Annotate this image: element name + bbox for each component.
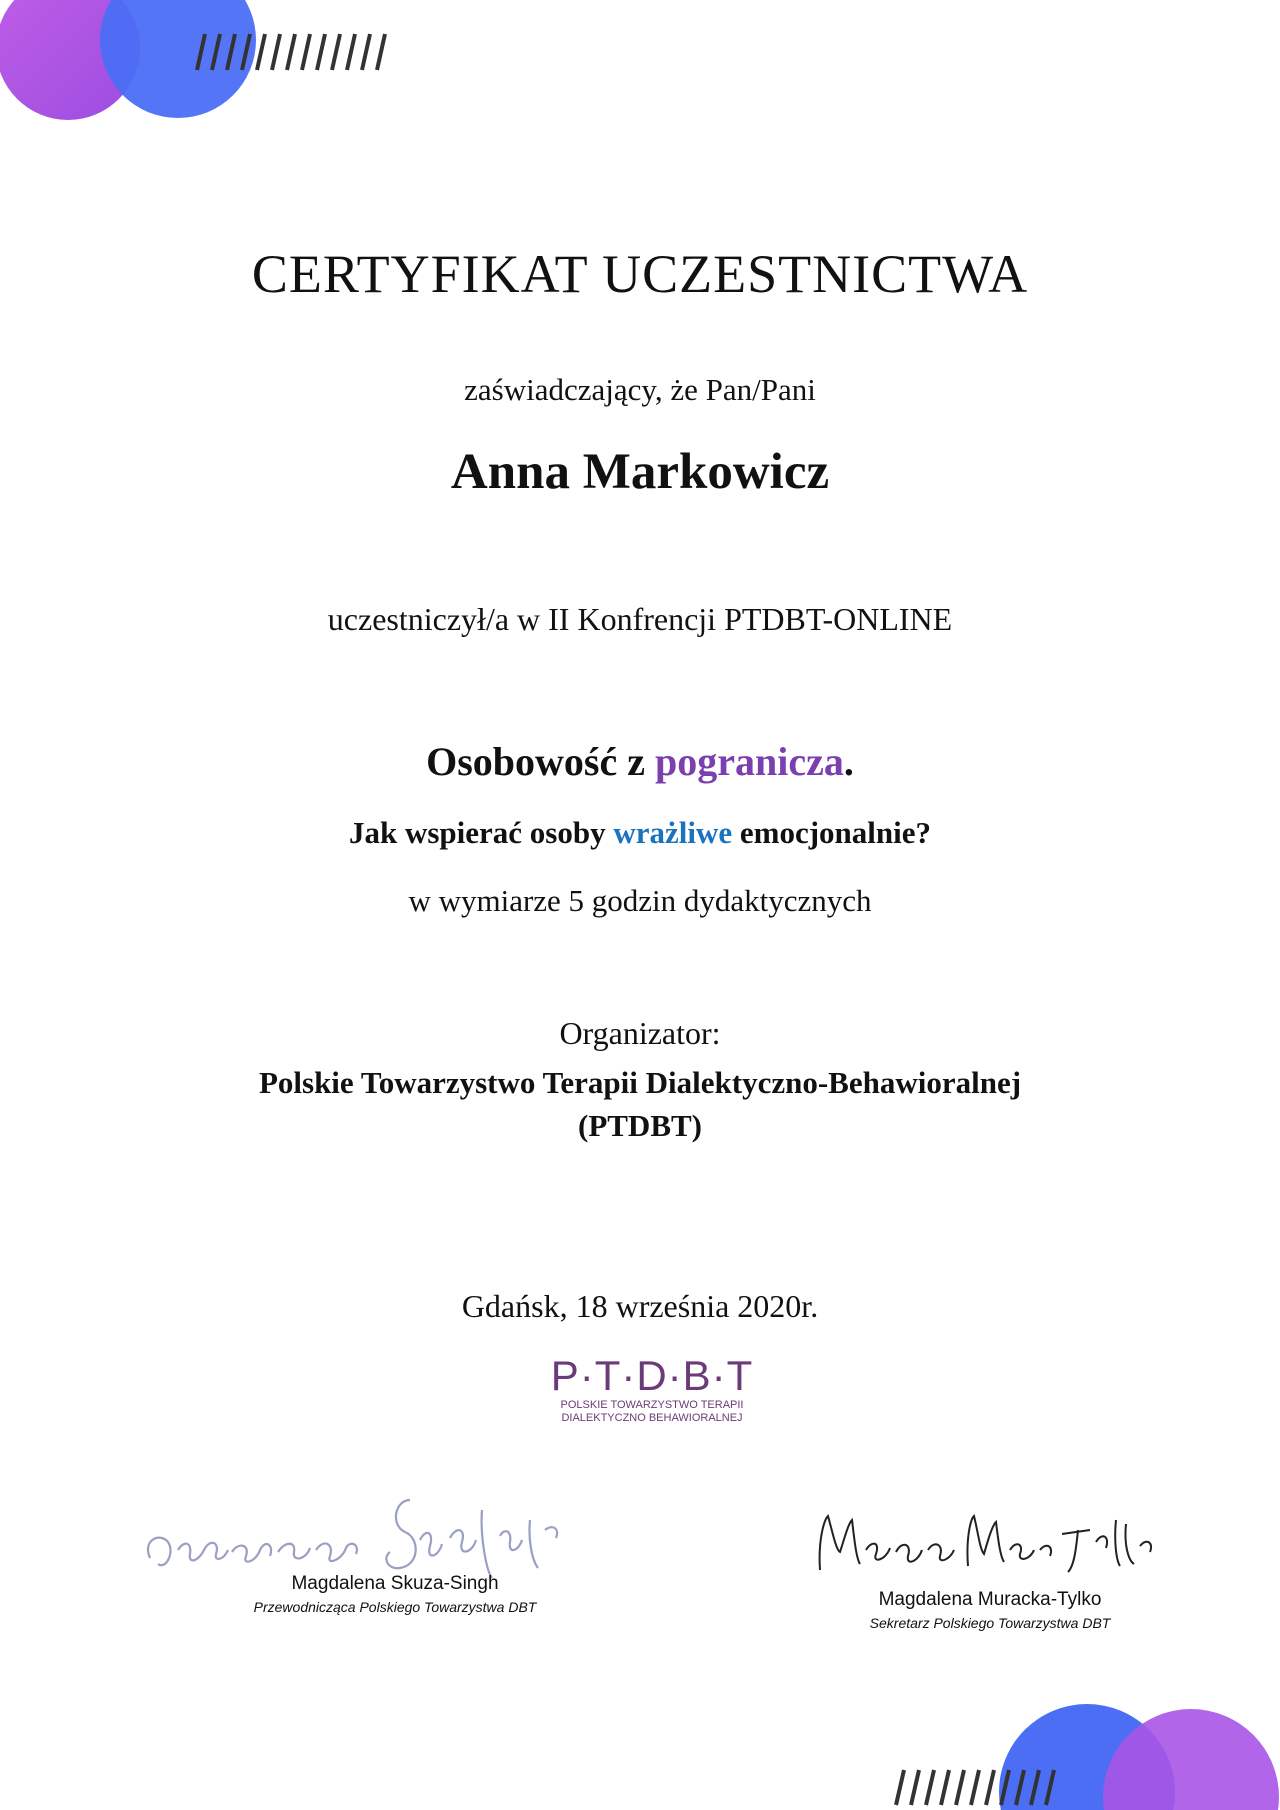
signature-block-left	[120, 1480, 670, 1615]
signatory-name-2: Magdalena Muracka-Tylko	[878, 1589, 1102, 1610]
hours-text: w wymiarze 5 godzin dydaktycznych	[408, 883, 872, 918]
organizer-name: Polskie Towarzystwo Terapii Dialektyczno-Behawioralnej	[258, 1065, 1022, 1100]
topic-part-2: .	[843, 739, 854, 784]
conference-topic	[0, 738, 1280, 785]
attestation-text: zaświadczający, że Pan/Pani	[464, 372, 816, 407]
question-part-2: emocjonalnie?	[732, 815, 932, 850]
corner-decoration-top-left	[0, 0, 390, 135]
place-and-date: Gdańsk, 18 września 2020r.	[461, 1288, 819, 1324]
participation-text: uczestniczył/a w II Konfrencji PTDBT-ONLINE	[327, 601, 953, 637]
organizer-label: Organizator:	[559, 1015, 721, 1051]
question-part-1: Jak wspierać osoby	[348, 815, 614, 850]
logo-wordmark: P·T·D·B·T	[550, 1352, 754, 1399]
conference-subtitle	[0, 815, 1280, 851]
certificate-title: CERTYFIKAT UCZESTNICTWA	[251, 244, 1029, 304]
ptdbt-logo	[545, 1340, 760, 1440]
blue-circle	[100, 0, 256, 118]
signatory-role-1: Przewodnicząca Polskiego Towarzystwa DBT	[253, 1599, 537, 1615]
signature-block-right	[790, 1480, 1190, 1631]
signatory-role-2: Sekretarz Polskiego Towarzystwa DBT	[869, 1615, 1111, 1631]
topic-part-1: Osobowość z	[426, 739, 655, 784]
logo-line-2: DIALEKTYCZNO BEHAWIORALNEJ	[561, 1412, 743, 1424]
organizer-abbreviation: (PTDBT)	[578, 1108, 702, 1143]
topic-highlight: pogranicza	[655, 739, 844, 784]
logo-line-1: POLSKIE TOWARZYSTWO TERAPII	[560, 1399, 744, 1411]
participant-name: Anna Markowicz	[450, 444, 830, 500]
signatory-name-1: Magdalena Skuza-Singh	[291, 1573, 499, 1594]
signature-image-muracka-tylko	[790, 1480, 1190, 1590]
corner-decoration-bottom-right	[880, 1690, 1280, 1810]
question-highlight: wrażliwe	[613, 815, 733, 850]
